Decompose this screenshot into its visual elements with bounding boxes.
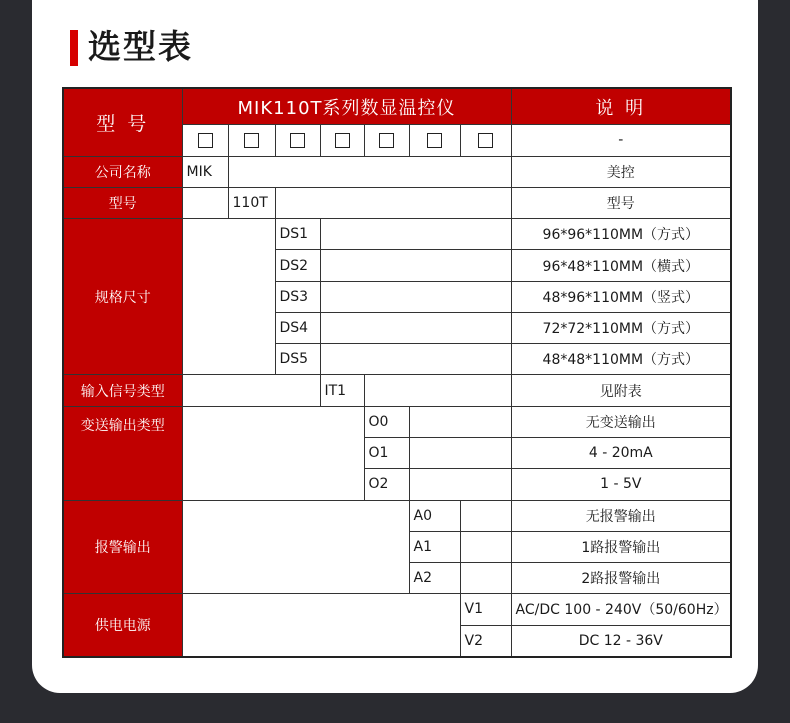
desc-alarm-a2: 2路报警输出 <box>511 563 731 594</box>
code-size-ds2: DS2 <box>275 250 320 281</box>
row-label-power: 供电电源 <box>63 594 182 657</box>
code-power-v1: V1 <box>460 594 511 625</box>
header-model: 型 号 <box>63 88 182 156</box>
desc-size-ds5: 48*48*110MM（方式） <box>511 344 731 375</box>
code-input: IT1 <box>320 375 364 406</box>
row-label-model: 型号 <box>63 187 182 218</box>
desc-alarm-a1: 1路报警输出 <box>511 531 731 562</box>
row-label-alarm: 报警输出 <box>63 500 182 594</box>
desc-power-v1: AC/DC 100 - 240V（50/60Hz） <box>511 594 731 625</box>
desc-size-ds1: 96*96*110MM（方式） <box>511 219 731 250</box>
row-label-transmit: 变送输出类型 <box>63 406 182 500</box>
title-accent-bar <box>70 30 78 66</box>
code-model: 110T <box>228 187 275 218</box>
checkbox-6[interactable] <box>409 125 460 156</box>
desc-power-v2: DC 12 - 36V <box>511 625 731 657</box>
code-size-ds5: DS5 <box>275 344 320 375</box>
header-product: MIK110T系列数显温控仪 <box>182 88 511 125</box>
code-transmit-o1: O1 <box>364 437 409 468</box>
checkbox-5[interactable] <box>364 125 409 156</box>
code-alarm-a1: A1 <box>409 531 460 562</box>
checkbox-1[interactable] <box>182 125 228 156</box>
page-title: 选型表 <box>88 27 193 66</box>
code-alarm-a2: A2 <box>409 563 460 594</box>
code-company: MIK <box>182 156 228 187</box>
desc-company: 美控 <box>511 156 731 187</box>
checkbox-2[interactable] <box>228 125 275 156</box>
checkbox-4[interactable] <box>320 125 364 156</box>
desc-transmit-o2: 1 - 5V <box>511 469 731 500</box>
desc-size-ds2: 96*48*110MM（横式） <box>511 250 731 281</box>
selection-table <box>62 87 732 658</box>
row-label-company: 公司名称 <box>63 156 182 187</box>
desc-size-ds4: 72*72*110MM（方式） <box>511 312 731 343</box>
desc-transmit-o0: 无变送输出 <box>511 406 731 437</box>
code-size-ds1: DS1 <box>275 219 320 250</box>
row-label-size: 规格尺寸 <box>63 219 182 375</box>
desc-size-ds3: 48*96*110MM（竖式） <box>511 281 731 312</box>
checkbox-3[interactable] <box>275 125 320 156</box>
desc-alarm-a0: 无报警输出 <box>511 500 731 531</box>
desc-model: 型号 <box>511 187 731 218</box>
code-power-v2: V2 <box>460 625 511 657</box>
header-explain: 说 明 <box>511 88 731 125</box>
code-size-ds3: DS3 <box>275 281 320 312</box>
code-transmit-o0: O0 <box>364 406 409 437</box>
checkbox-7[interactable] <box>460 125 511 156</box>
row-label-input: 输入信号类型 <box>63 375 182 406</box>
code-alarm-a0: A0 <box>409 500 460 531</box>
header-dash: - <box>511 125 731 156</box>
code-size-ds4: DS4 <box>275 312 320 343</box>
code-transmit-o2: O2 <box>364 469 409 500</box>
desc-transmit-o1: 4 - 20mA <box>511 437 731 468</box>
desc-input: 见附表 <box>511 375 731 406</box>
